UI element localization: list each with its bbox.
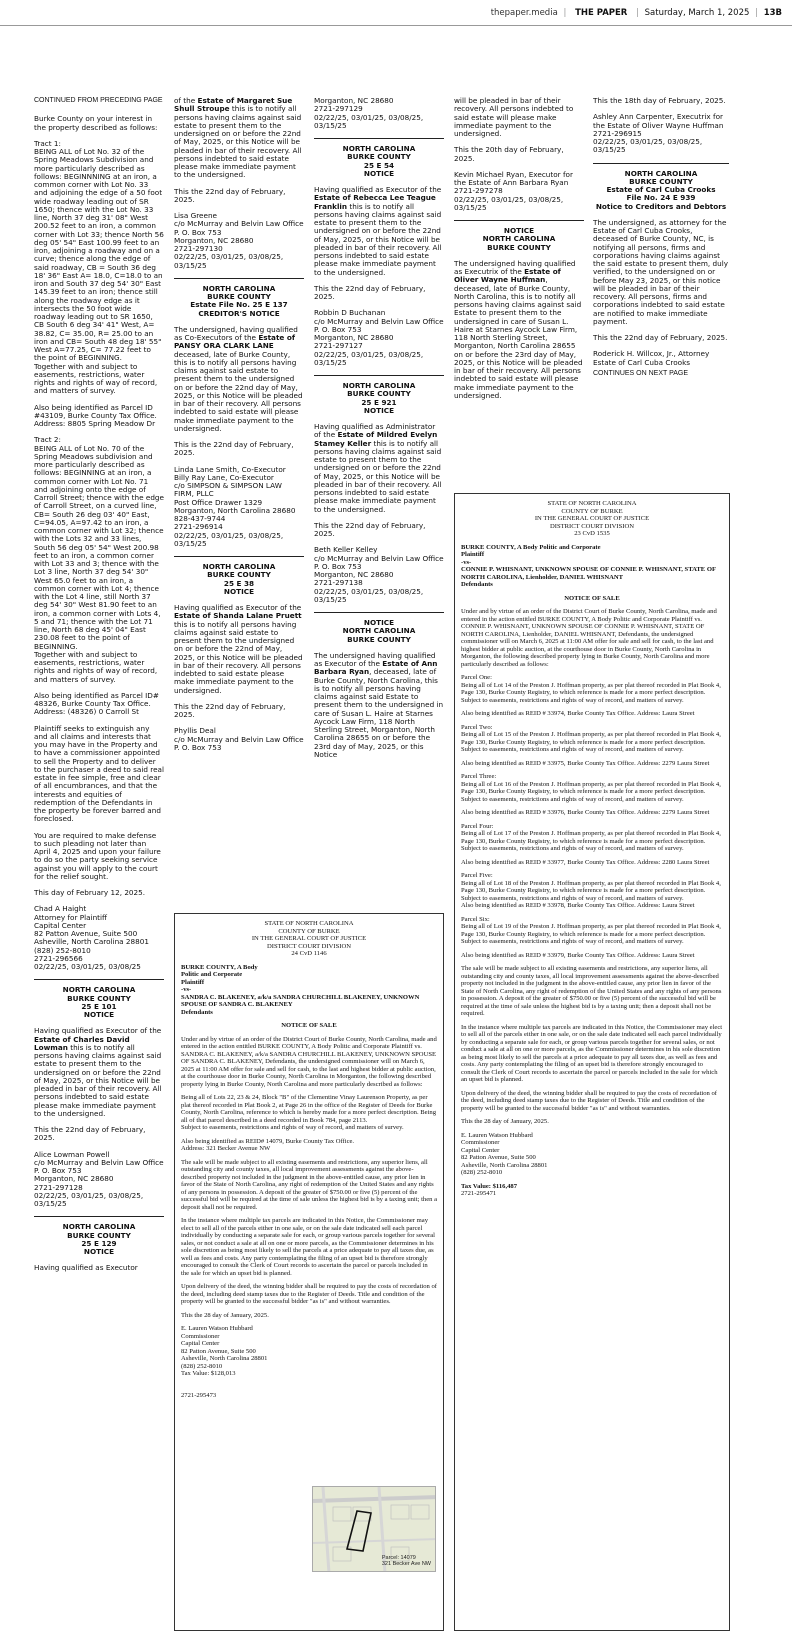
publication-name: THE PAPER bbox=[575, 8, 628, 18]
notice-date: This the 22nd day of February, 2025. bbox=[174, 701, 286, 719]
parcel-entry bbox=[461, 872, 723, 910]
notice-heading: NORTH CAROLINA BURKE COUNTY Estate File No. 25 E 137 CREDITOR'S NOTICE bbox=[190, 283, 288, 318]
signature-block: Chad A Haight Attorney for Plaintiff Capital Center 82 Patton Avenue, Suite 500 Asheville, North Carolina 28801 (828) 252-8010 2721-296566 02/22/25, 03/01/25, 03/08/25 bbox=[34, 904, 149, 971]
parcel-description: Being all of Lot 14 of the Preston J. Hoffman property, as per plat thereof recorded in Plat Book 4, Page 130, Burke County Registry, to which reference is made for a more perfect description. bbox=[461, 681, 721, 696]
divider bbox=[314, 375, 444, 376]
signature-block: Alice Lowman Powell c/o McMurray and Belvin Law Office P. O. Box 753 Morganton, NC 28680 2721-297128 02/22/25, 03/01/25, 03/08/25, 03/15/25 bbox=[34, 1149, 164, 1208]
reid-line: Also being identified as REID # 33976, Burke County Tax Office. Address: 2279 Laura Street bbox=[461, 809, 710, 816]
signature-block: Kevin Michael Ryan, Executor for the Estate of Ann Barbara Ryan 2721-297278 02/22/25, 03/01/25, 03/08/25, 03/15/25 bbox=[454, 169, 573, 212]
parcel-entry bbox=[461, 823, 723, 867]
column-4 bbox=[454, 97, 584, 475]
tract-2-title: Tract 2: bbox=[34, 435, 61, 445]
tract-1-subject: Together with and subject to easements, restrictions, water rights and rights of way of record, and matters of survey. bbox=[34, 361, 158, 396]
notice-title: NOTICE OF SALE bbox=[281, 1022, 337, 1029]
reid-line: Also being identified as REID # 33975, Burke County Tax Office. Address: 2279 Laura Street bbox=[461, 759, 710, 767]
notice-date: This the 28 day of January, 2025. bbox=[181, 1311, 269, 1319]
parcel-title: Parcel Five: bbox=[461, 872, 493, 879]
parcel-title: Parcel Two: bbox=[461, 723, 493, 731]
notice-body: Having qualified as Executor of the Estate of Charles David Lowman this is to notify all persons having claims against said estate to present them to the undersigned on or before the 22nd of May, 2025, or this Notice will be pleaded in bar of their recovery. All persons indebted to said estate please make immediate payment to the undersigned. bbox=[34, 1026, 162, 1118]
issue-date: Saturday, March 1, 2025 bbox=[644, 8, 750, 18]
parcel-description: Being all of Lot 18 of the Preston J. Hoffman property, as per plat thereof recorded in Plat Book 4, Page 130, Burke County Registry, to which reference is made for a more perfect description. bbox=[461, 879, 721, 894]
reid-line: Also being identified as REID# 14079, Burke County Tax Office. bbox=[181, 1137, 355, 1145]
multiple-parcels-paragraph: In the instance where multiple tax parcels are indicated in this Notice, the Commissioner may elect to sell all of the parcels either in one sale, or on the sale date indicated sell each parcel individually by conducting a separate sale for each, or group various parcels together for several sales, or not conduct a sale at all on one or more parcels, as the Commissioner determines in his sole discretion as being most likely to sell the parcels at a price adequate to pay all taxes due, as well as fees and costs. Any party contemplating the filing of an upset bid is therefore strongly encouraged to consult the Clerk of Court records to ascertain the parcel or parcels included in the sale for which an upset bid is planned. bbox=[181, 1217, 435, 1277]
header-separator: | bbox=[563, 8, 567, 18]
tax-value: Tax Value: $116,487 bbox=[461, 1182, 518, 1190]
ad-id: 2721-295473 bbox=[181, 1391, 217, 1399]
notice-date: This the 22nd day of February, 2025. bbox=[34, 1125, 146, 1143]
notice-body: The undersigned, having qualified as Co-Executors of the Estate of PANSY ORA CLARK LANE deceased, late of Burke County, this is to notify all persons having claims against said estate to present them to the undersigned on or before the 22nd day of May, 2025, or this Notice will be pleaded in bar of their recovery. All persons indebted to said estate will please make immediate payment to the undersigned. bbox=[174, 324, 303, 433]
estate-name: Estate of Rebecca Lee Teague Franklin bbox=[314, 193, 436, 211]
continued-from-label: CONTINUED FROM PRECEDING PAGE bbox=[34, 97, 163, 104]
reid-line: Also being identified as REID # 33977, Burke County Tax Office. Address: 2280 Laura Street bbox=[461, 858, 710, 866]
notice-heading: NORTH CAROLINA BURKE COUNTY 25 E 129 NOTICE bbox=[62, 1222, 136, 1256]
property-description: Being all of Lots 22, 23 & 24, Block "B" of the Clementine Vinay Laurenson Property, as per plat thereof recorded in Plat Book 2, at Page 26 in the office of the Register of Deeds for Burke County, North Carolina, reference to which is hereby made for a more perfect description. Being all of that parcel described in a deed recorded in Book 784, page 2113. bbox=[181, 1094, 436, 1124]
notice-title: NOTICE OF SALE bbox=[564, 594, 620, 602]
signature-block: Morganton, NC 28680 2721-297129 02/22/25, 03/01/25, 03/08/25, 03/15/25 bbox=[314, 97, 424, 130]
header-separator: | bbox=[636, 8, 639, 18]
divider bbox=[314, 138, 444, 139]
parcel-title: Parcel Six: bbox=[461, 915, 490, 923]
notice-date: This the 18th day of February, 2025. bbox=[593, 97, 726, 105]
divider bbox=[593, 163, 729, 164]
header-separator: | bbox=[755, 8, 758, 18]
divider bbox=[174, 556, 304, 557]
notice-body: Having qualified as Executor bbox=[34, 1263, 138, 1273]
parcel-map bbox=[312, 1486, 436, 1572]
signature-block: Lisa Greene c/o McMurray and Belvin Law Office P. O. Box 753 Morganton, NC 28680 2721-297130 02/22/25, 03/01/25, 03/08/25, 03/15/25 bbox=[174, 211, 304, 270]
plaintiff-paragraph: Plaintiff seeks to extinguish any and all claims and interests that you may have in the Property and to have a commissioner appointed to sell the Property and to deliver to the purchaser a deed to said real estate in fee simple, free and clear of all encumbrances, and that the interests and equities of redemption of the Defendants in the property be forever barred and foreclosed. bbox=[34, 723, 164, 824]
multiple-parcels-paragraph: In the instance where multiple tax parcels are indicated in this Notice, the Commissioner may elect to sell all of the parcels either in one sale, or on the sale date indicated sell each parcel individually by conducting a separate sale for each, or group various parcels together for several sales, or not conduct a sale at all on one or more parcels, as the Commissioner determines in his sole discretion as being most likely to sell the parcels at a price adequate to pay all taxes due, as well as fees and costs. Any party contemplating the filing of an upset bid is therefore strongly encouraged to consult the Clerk of Court records to ascertain the parcel or parcels included in the sale for which an upset bid is planned. bbox=[461, 1023, 723, 1083]
notice-date: This is the 22nd day of February, 2025. bbox=[174, 440, 294, 458]
sale-order-paragraph: Under and by virtue of an order of the District Court of Burke County, North Carolina, made and entered in the action entitled BURKE COUNTY, A Body Politic and Corporate Plaintiff vs. SANDRA C. BLAKENEY, a/k/a SANDRA CHURCHILL BLAKENEY, UNKNOWN SPOUSE OF SANDRA C. BLAKENEY, Defendants, the undersigned commissioner will on March 6, 2025 at 11:00 AM offer for sale and sell for cash, to the last and highest bidder at public auction, at the courthouse door in Burke County, North Carolina in Morganton, the following described property lying in Burke County, North Carolina and more particularly described as follows: bbox=[181, 1035, 437, 1088]
reid-line: Also being identified as REID # 33979, Burke County Tax Office. Address: Laura Street bbox=[461, 951, 695, 959]
subject-paragraph: Subject to easements, restrictions and rights of way of record, and matters of survey. bbox=[461, 938, 684, 945]
subject-paragraph: Subject to easements, restrictions and rights of way of record, and matters of survey. bbox=[461, 746, 684, 753]
parcel-description: Being all of Lot 15 of the Preston J. Hoffman property, as per plat thereof recorded in Plat Book 4, Page 130, Burke County Registry, to which reference is made for a more perfect description. bbox=[461, 731, 721, 746]
parcel-description: Being all of Lot 16 of the Preston J. Hoffman property, as per plat thereof recorded in Plat Book 4, Page 130, Burke County Registry, to which reference is made for a more perfect description. bbox=[461, 780, 721, 795]
estate-name: Estate of Mildred Evelyn Stamey Keller bbox=[314, 430, 438, 448]
parcel-entry bbox=[461, 674, 723, 718]
reid-line: Also being identified as REID # 33974, Burke County Tax Office. Address: Laura Street bbox=[461, 710, 695, 717]
notice-date: This the 22nd day of February, 2025. bbox=[314, 520, 426, 538]
notice-date: This the 20th day of February, 2025. bbox=[454, 145, 564, 163]
column-2 bbox=[174, 97, 304, 909]
deed-paragraph: Upon delivery of the deed, the winning bidder shall be required to pay the costs of recordation of the deed, including deed stamp taxes due to the Register of Deeds. Title and condition of the property will be granted to the successful bidder "as is" and without warranties. bbox=[181, 1283, 437, 1305]
notice-heading: NORTH CAROLINA BURKE COUNTY 25 E 54 NOTICE bbox=[342, 144, 416, 178]
notice-heading: NOTICE NORTH CAROLINA BURKE COUNTY bbox=[482, 226, 556, 252]
divider bbox=[174, 278, 304, 279]
parcel-entry bbox=[461, 773, 723, 817]
notice-body: will be pleaded in bar of their recovery. All persons indebted to said estate will please make immediate payment to the undersigned. bbox=[454, 97, 574, 138]
notice-heading: NORTH CAROLINA BURKE COUNTY 25 E 38 NOTICE bbox=[202, 562, 276, 596]
column-3 bbox=[314, 97, 444, 909]
tract-1-parcel: Also being identified as Parcel ID #43109, Burke County Tax Office. bbox=[34, 402, 157, 420]
tract-1-description: BEING ALL of Lot No. 32 of the Spring Meadows Subdivision and more particularly described as follows: BEGINNNING at an iron, a common corner with Lot No. 33 and adjoining the edge of a 50 foot wide roadway leading out of SR 1650; thence with the Lot No. 33 line, North 37 deg 31' 08" West 200.52 feet to an iron, a common corner with Lot 33; thence North 56 deg 05' 54" East 100.99 feet to an iron, adjoining a roadway and on a curve; thence along the edge of said roadway, CB = South 36 deg 18' 36" East A= 18.0, C=18.0 to an iron and South 37 deg 54' 30" East 145.39 feet to an iron; thence still along the roadway edge as it intersects the 50 foot wide roadway leading out to SR 1650, CB South 6 deg 34' 41" West, A= 38.82, C= 35.00, R= 25.00 to an iron and CB= South 48 deg 18' 55" West A=77.25, C= 77.22 feet to the point of BEGINNING. bbox=[34, 147, 164, 363]
signature-block: Roderick H. Willcox, Jr., Attorney Estate of Carl Cuba Crooks bbox=[593, 349, 710, 367]
sale-terms: The sale will be made subject to all existing easements and restrictions, any superior liens, all outstanding city and county taxes, all local improvement assessments against the above-described property not included in the judgment in the above-entitled cause, any prior lien in favor of the State of North Carolina, any right of redemption of the United States and any rights of any persons in possession. A deposit of the greater of $750.00 or five (5) percent of the successful bid will be required at the time of sale unless the highest bid is by a taxing unit; then a deposit shall not be required. bbox=[181, 1158, 438, 1211]
column-5 bbox=[593, 97, 729, 475]
tract-2-subject: Together with and subject to easements, restrictions, water rights and rights of way of record, and matters of survey. bbox=[34, 649, 158, 684]
notice-body: of the Estate of Margaret Sue Shull Stroupe this is to notify all persons having claims against said estate to present them to the undersigned on or before the 22nd of May, 2025, or this Notice will be pleaded in bar of their recovery. All persons indebted to said estate please make immediate payment to the undersigned. bbox=[174, 97, 302, 180]
notice-intro: Burke County on your interest in the property described as follows: bbox=[34, 114, 158, 132]
subject-paragraph: Subject to easements, restrictions and rights of way of record, and matters of survey. bbox=[461, 894, 684, 902]
notice-body: The undersigned, as attorney for the Estate of Carl Cuba Crooks, deceased of Burke County, NC, is notifying all persons, firms and corporations having claims against the said estate to present them, duly verified, to the undersigned on or before May 23, 2025, or this notice will be pleaded in bar of their recovery. All persons, firms and corporations indebted to said estate are notified to make immediate payment. bbox=[593, 217, 728, 326]
divider bbox=[34, 979, 164, 980]
address-line: Address: 321 Becker Avenue NW bbox=[181, 1145, 271, 1152]
ad-id: 2721-295471 bbox=[461, 1190, 497, 1197]
tract-2-description: BEING ALL of Lot No. 70 of the Spring Meadows subdivision and more particularly described as follows: BEGINNING at an iron, a common corner with Lot No. 71 and adjoining onto the edge of Carroll Street; thence with the edge of Carroll Street, on a curved line, CB= South 26 deg 03' 40" East, C=94.05, A=97.42 to an iron, a common corner with Lot 32; thence with the Lots 32 and 33 lines, South 56 deg 05' 54" West 200.98 feet to an iron, a common corner with Lot 33 and 3; thence with the Lot 3 line, North 37 deg 54' 30" West 65.0 feet to an iron, a common corner with Lot 4; thence with the Lot 4 line, still North 37 deg 54' 30" West 81.90 feet to an iron, a common corner with Lots 4, 5 and 71; thence with the Lot 71 line, North 68 deg 45' 04" East 230.08 feet to the point of BEGINNING. bbox=[34, 443, 164, 651]
court-heading: STATE OF NORTH CAROLINA COUNTY OF BURKE IN THE GENERAL COURT OF JUSTICE DISTRICT COURT DIVISION 23 CvD 1535 bbox=[534, 500, 650, 537]
estate-name: Estate of Shanda Lalane Pruett bbox=[174, 611, 302, 621]
notice-heading: NORTH CAROLINA BURKE COUNTY 25 E 101 NOTICE bbox=[62, 985, 136, 1019]
subject-paragraph: Subject to easements, restrictions and rights of way of record, and matters of survey. bbox=[461, 845, 684, 852]
notice-date: This the 22nd day of February, 2025. bbox=[314, 283, 426, 301]
subject-paragraph: Subject to easements, restrictions and rights of way of record, and matters of survey. bbox=[461, 795, 684, 803]
notice-heading: NORTH CAROLINA BURKE COUNTY Estate of Carl Cuba Crooks File No. 24 E 939 Notice to Creditors and Debtors bbox=[595, 168, 727, 211]
notice-heading: NOTICE NORTH CAROLINA BURKE COUNTY bbox=[342, 618, 416, 644]
header-bar bbox=[491, 8, 782, 18]
sale-order-paragraph: Under and by virtue of an order of the District Court of Burke County, North Carolina, made and entered in the action entitled BURKE COUNTY, A Body Politic and Corporate Plaintiff vs. CONNIE P. WHISNANT, UNKNOWN SPOUSE OF CONNIE P. WHISNANT, STATE OF NORTH CAROLINA, Lienholder, DANIEL WHISNANT, Defendants, the undersigned commissioner will on March 6, 2025 at 11:00 AM offer for sale and sell for cash, to the last and highest bidder at public auction, at the courthouse door in Burke County, North Carolina in Morganton, the following described property lying in Burke County, North Carolina and more particularly described as follows: bbox=[461, 608, 717, 668]
parcel-title: Parcel Four: bbox=[461, 822, 494, 830]
court-heading: STATE OF NORTH CAROLINA COUNTY OF BURKE IN THE GENERAL COURT OF JUSTICE DISTRICT COURT DIVISION 24 CvD 1146 bbox=[251, 920, 367, 957]
notice-body: Having qualified as Administrator of the Estate of Mildred Evelyn Stamey Keller this is to notify all persons having claims against said estate to present them to the undersigned on or before the 22nd of May, 2025, or this Notice will be pleaded in bar of their recovery. All persons indebted to said estate please make immediate payment to the undersigned. bbox=[314, 422, 442, 514]
parcel-title: Parcel One: bbox=[461, 674, 492, 681]
parcel-entry bbox=[461, 916, 723, 960]
divider bbox=[454, 220, 584, 221]
divider bbox=[34, 1216, 164, 1217]
notice-date: This the 28 day of January, 2025. bbox=[461, 1118, 549, 1125]
deed-paragraph: Upon delivery of the deed, the winning bidder shall be required to pay the costs of recordation of the deed, including deed stamp taxes due to the Register of Deeds. Title and condition of the property will be granted to the successful bidder "as is" and without warranties. bbox=[461, 1089, 717, 1112]
notice-date: This the 22nd day of February, 2025. bbox=[593, 333, 728, 342]
defense-paragraph: You are required to make defense to such pleading not later than April 4, 2025 and upon your failure to do so the party seeking service against you will apply to the court for the relief sought. bbox=[34, 830, 161, 881]
signature-block: Phyllis Deal c/o McMurray and Belvin Law Office P. O. Box 753 bbox=[174, 726, 304, 752]
signature-block: Linda Lane Smith, Co-Executor Billy Ray Lane, Co-Executor c/o SIMPSON & SIMPSON LAW FIRM, PLLC Post Office Drawer 1329 Morganton, North Carolina 28680 828-437-9744 2721-296914 02/22/25, 03/01/25, 03/08/25, 03/15/25 bbox=[174, 464, 296, 548]
notice-body: Having qualified as Executor of the Estate of Shanda Lalane Pruett this is to notify all persons having claims against said estate to present them to the undersigned on or before the 22nd of May, 2025, or this Notice will be pleaded in bar of their recovery. All persons indebted to said estate please make immediate payment to the undersigned. bbox=[174, 603, 303, 695]
case-caption: BURKE COUNTY, A Body Politic and Corporate Plaintiff -vs- CONNIE P. WHISNANT, UNKNOWN SPOUSE OF CONNIE P. WHISNANT, STATE OF NORTH CAROLINA, Lienholder, DANIEL WHISNANT Defendants bbox=[461, 543, 716, 588]
parcel-description: Being all of Lot 17 of the Preston J. Hoffman property, as per plat thereof recorded in Plat Book 4, Page 130, Burke County Registry, to which reference is made for a more perfect description. bbox=[461, 830, 721, 845]
tract-2-address: Address: (48326) 0 Carroll St bbox=[34, 707, 139, 717]
estate-name: Estate of Charles David Lowman bbox=[34, 1034, 130, 1052]
commissioner-signature: E. Lauren Watson Hubbard Commissioner Capital Center 82 Patton Avenue, Suite 500 Asheville, North Carolina 28801 (828) 252-8010 bbox=[461, 1131, 548, 1176]
notice-heading: NORTH CAROLINA BURKE COUNTY 25 E 921 NOTICE bbox=[342, 381, 416, 415]
signature-block: Robbin D Buchanan c/o McMurray and Belvin Law Office P. O. Box 753 Morganton, NC 28680 2721-297127 02/22/25, 03/01/25, 03/08/25, 03/15/25 bbox=[314, 308, 444, 367]
case-caption: BURKE COUNTY, A Body Politic and Corporate Plaintiff -vs- SANDRA C. BLAKENEY, a/k/a SANDRA CHURCHILL BLAKENEY, UNKNOWN SPOUSE OF SANDRA C. BLAKENEY Defendants bbox=[181, 963, 420, 1016]
parcel-title: Parcel Three: bbox=[461, 773, 497, 780]
notice-body: The undersigned having qualified as Executor of the Estate of Ann Barbara Ryan, deceased, late of Burke County, North Carolina, this is to notify all persons having claims against said Estate to present them to the undersigned in care of Susan L. Haire at Starnes Aycock Law Firm, 118 North Sterling Street, Morganton, North Carolina 28655 on or before the 23rd day of May, 2025, or this Notice bbox=[314, 650, 444, 759]
reid-line: Also being identified as REID # 33978, Burke County Tax Office. Address: Laura Street bbox=[461, 902, 695, 909]
estate-name: Estate of Margaret Sue Shull Stroupe bbox=[174, 97, 293, 114]
notice-date: This the 22nd day of February, 2025. bbox=[174, 186, 286, 204]
site-name[interactable]: thepaper.media bbox=[490, 8, 558, 18]
column-1 bbox=[34, 97, 164, 1632]
parcel-entry bbox=[461, 724, 723, 768]
subject-paragraph: Subject to easements, restrictions and rights of way of record, and matters of survey. bbox=[181, 1124, 404, 1131]
estate-name: Estate of PANSY ORA CLARK LANE bbox=[174, 333, 295, 351]
notice-body: The undersigned having qualified as Executrix of the Estate of Oliver Wayne Huffman, deceased, late of Burke County, North Carolina, this is to notify all persons having claims against said Estate to present them to the undersigned in care of Susan L. Haire at Starnes Aycock Law Firm, 118 North Sterling Street, Morganton, North Carolina 28655 on or before the 23rd day of May, 2025, or this Notice will be pleaded in bar of their recovery. All persons indebted to said estate will please make immediate payment to the undersigned. bbox=[454, 258, 583, 400]
signature-block: Beth Keller Kelley c/o McMurray and Belvin Law Office P. O. Box 753 Morganton, NC 28680 2721-297138 02/22/25, 03/01/25, 03/08/25, 03/15/25 bbox=[314, 545, 444, 604]
signature-block: Ashley Ann Carpenter, Executrix for the Estate of Oliver Wayne Huffman 2721-296915 02/22/25, 03/01/25, 03/08/25, 03/15/25 bbox=[593, 112, 724, 155]
estate-name: Estate of Ann Barbara Ryan bbox=[314, 659, 438, 677]
divider bbox=[314, 612, 444, 613]
commissioner-signature: E. Lauren Watson Hubbard Commissioner Capital Center 82 Patton Avenue, Suite 500 Asheville, North Carolina 28801 (828) 252-8010 Tax Value: $128,013 bbox=[181, 1325, 268, 1377]
page-number: 13B bbox=[763, 8, 782, 18]
tract-2-parcel: Also being identified as Parcel ID# 48326, Burke County Tax Office. bbox=[34, 690, 159, 708]
notice-of-sale-whisnant bbox=[454, 493, 730, 1631]
sale-terms: The sale will be made subject to all existing easements and restrictions, any superior liens, all outstanding city and county taxes, all local improvement assessments against the above-described property not included in the judgment in the above-entitled cause, any prior lien in favor of the State of North Carolina, any right of redemption of the United States and any rights of any persons in possession. A deposit of the greater of $750.00 or five (5) percent of the successful bid will be required at the time of sale unless the highest bid is by a taxing unit; then a deposit shall not be required. bbox=[461, 965, 722, 1017]
tract-1-address: Address: 8805 Spring Meadow Dr bbox=[34, 419, 156, 428]
page-header bbox=[0, 0, 792, 26]
tract-1-title: Tract 1: bbox=[34, 138, 61, 148]
map-label: Parcel: 14079 321 Becker Ave NW bbox=[381, 1555, 431, 1567]
notice-body: Having qualified as Executor of the Estate of Rebecca Lee Teague Franklin this is to notify all persons having claims against said estate to present them to the undersigned on or before the 22nd of May, 2025, or this Notice will be pleaded in bar of their recovery. All persons indebted to said estate please make immediate payment to the undersigned. bbox=[314, 185, 442, 277]
subject-paragraph: Subject to easements, restrictions and rights of way of record, and matters of survey. bbox=[461, 696, 684, 704]
parcel-description: Being all of Lot 19 of the Preston J. Hoffman property, as per plat thereof recorded in Plat Book 4, Page 130, Burke County Registry, to which reference is made for a more perfect description. bbox=[461, 923, 721, 938]
continues-next-page-label[interactable]: CONTINUES ON NEXT PAGE bbox=[593, 369, 689, 377]
estate-name: Estate of Oliver Wayne Huffman bbox=[454, 267, 561, 285]
date-line: This day of February 12, 2025. bbox=[34, 888, 146, 897]
